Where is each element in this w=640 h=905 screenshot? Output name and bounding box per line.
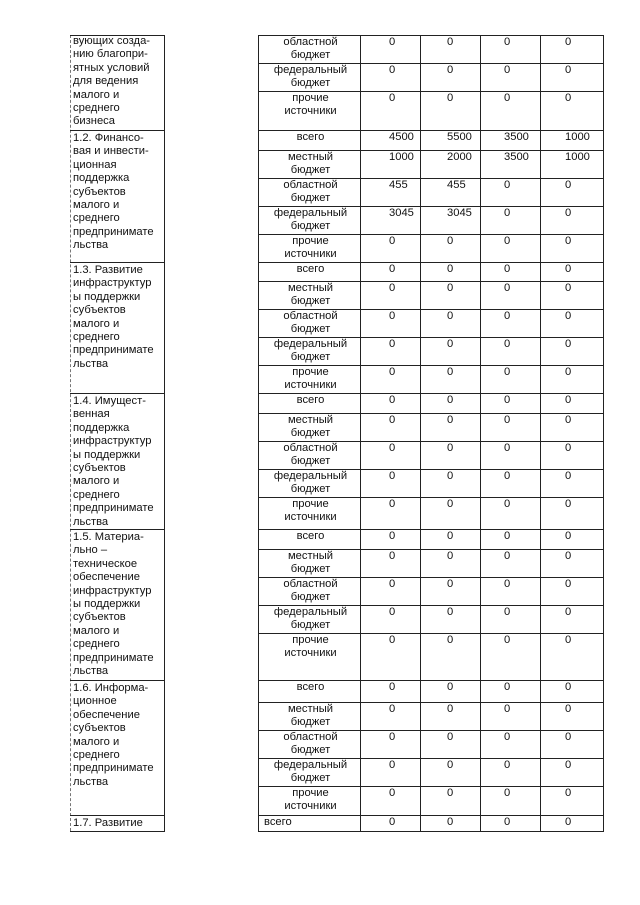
topic-top-border: [70, 815, 165, 816]
value-cell: 0: [447, 414, 454, 426]
value-cell: 0: [504, 787, 511, 799]
source-label: источники: [284, 800, 337, 813]
topic-text-line: ы поддержки: [73, 598, 141, 610]
source-label: бюджет: [290, 591, 331, 604]
topic-text-line: малого и: [73, 735, 120, 748]
value-cell: 0: [447, 310, 454, 322]
topic-text-line: льства: [73, 665, 109, 677]
value-cell: 0: [565, 414, 572, 426]
value-cell: 0: [504, 179, 511, 191]
value-cell: 0: [447, 394, 454, 406]
topic-text-line: предпринимате: [73, 344, 154, 357]
topic-top-border: [70, 680, 165, 681]
topic-text-line: предпринимате: [73, 502, 154, 515]
topic-text-line: льства: [73, 357, 109, 370]
source-label: бюджет: [290, 323, 331, 336]
value-cell: 0: [447, 816, 454, 828]
value-cell: 0: [447, 787, 454, 799]
topic-text-line: 1.2. Финансо-: [73, 132, 144, 144]
topic-text-line: вая и инвести-: [73, 145, 149, 158]
source-label: источники: [284, 647, 337, 660]
topic-text-line: 1.4. Имущест-: [73, 395, 146, 407]
value-cell: 0: [389, 787, 396, 799]
topic-text-line: среднего: [73, 331, 120, 343]
value-cell: 0: [565, 64, 572, 76]
value-cell: 0: [565, 681, 572, 693]
value-cell: 3500: [504, 131, 529, 143]
source-label: всего: [264, 816, 292, 828]
source-label: источники: [284, 105, 337, 118]
value-cell: 0: [565, 498, 572, 510]
topic-text-line: ы поддержки: [73, 448, 141, 461]
value-cell: 0: [565, 338, 572, 350]
value-cell: 0: [565, 235, 572, 247]
source-label: федеральный: [273, 606, 348, 618]
value-cell: 0: [504, 92, 511, 104]
topic-text-line: среднего: [73, 102, 120, 114]
value-cell: 0: [447, 92, 454, 104]
column-border: [603, 35, 604, 831]
topic-text-line: среднего: [73, 638, 120, 651]
value-cell: 0: [447, 731, 454, 743]
value-cell: 0: [504, 681, 511, 693]
source-label: бюджет: [290, 483, 331, 496]
value-cell: 0: [389, 310, 396, 322]
source-label: бюджет: [290, 427, 331, 440]
value-cell: 0: [504, 394, 511, 406]
source-label: прочие: [292, 92, 329, 104]
value-cell: 0: [447, 634, 454, 646]
value-cell: 0: [565, 731, 572, 743]
topic-text-line: субъектов: [73, 185, 126, 198]
value-cell: 0: [565, 530, 572, 542]
value-cell: 0: [447, 366, 454, 378]
value-cell: 0: [447, 530, 454, 542]
topic-text-line: субъектов: [73, 304, 126, 317]
topic-text-line: ционная: [73, 158, 117, 171]
source-label: бюджет: [290, 716, 331, 729]
value-cell: 0: [447, 442, 454, 454]
topic-text-line: малого и: [73, 199, 120, 211]
topic-text-line: субъектов: [73, 462, 126, 474]
value-cell: 0: [447, 703, 454, 715]
value-cell: 0: [389, 530, 396, 542]
source-label: прочие: [292, 235, 329, 247]
source-label: бюджет: [290, 744, 331, 757]
topic-text-line: малого и: [73, 475, 120, 488]
topic-text-line: 1.5. Материа-: [73, 531, 144, 543]
value-cell: 455: [447, 179, 466, 191]
source-label: прочие: [292, 634, 329, 646]
value-cell: 0: [447, 235, 454, 247]
topic-top-border: [70, 130, 165, 131]
column-border: [420, 35, 421, 831]
value-cell: 0: [504, 703, 511, 715]
source-label: бюджет: [290, 351, 331, 364]
source-label: бюджет: [290, 563, 331, 576]
value-cell: 0: [565, 816, 572, 828]
value-cell: 0: [389, 36, 396, 48]
source-label: источники: [284, 511, 337, 524]
value-cell: 0: [389, 338, 396, 350]
source-label: прочие: [292, 498, 329, 510]
topic-text-line: среднего: [73, 488, 120, 501]
value-cell: 0: [389, 578, 396, 590]
value-cell: 3045: [447, 207, 472, 219]
source-label: федеральный: [273, 338, 348, 350]
value-cell: 0: [504, 470, 511, 482]
table-left-border: [70, 35, 71, 831]
value-cell: 455: [389, 179, 408, 191]
topic-text-line: льства: [73, 775, 109, 788]
topic-text-line: малого и: [73, 317, 120, 330]
topic-text-line: венная: [73, 408, 110, 421]
value-cell: 0: [504, 731, 511, 743]
value-cell: 0: [504, 235, 511, 247]
topic-text-line: поддержка: [73, 172, 130, 185]
source-label: бюджет: [290, 192, 331, 205]
value-cell: 0: [447, 64, 454, 76]
source-label: прочие: [292, 787, 329, 799]
value-cell: 0: [389, 470, 396, 482]
value-cell: 1000: [389, 151, 414, 163]
topic-top-border: [70, 393, 165, 394]
value-cell: 0: [565, 634, 572, 646]
value-cell: 0: [565, 470, 572, 482]
topic-text-line: среднего: [73, 212, 120, 225]
topic-text-line: бизнеса: [73, 115, 116, 128]
value-cell: 0: [565, 703, 572, 715]
source-label: федеральный: [273, 64, 348, 76]
value-cell: 0: [447, 681, 454, 693]
column-border: [360, 35, 361, 831]
topic-text-line: малого и: [73, 88, 120, 101]
value-cell: 0: [504, 414, 511, 426]
value-cell: 0: [389, 414, 396, 426]
row-border: [258, 831, 604, 832]
value-cell: 0: [389, 816, 396, 828]
value-cell: 0: [389, 235, 396, 247]
topic-text-line: 1.6. Информа-: [73, 682, 149, 694]
value-cell: 0: [447, 498, 454, 510]
value-cell: 0: [447, 550, 454, 562]
source-label: прочие: [292, 366, 329, 378]
topic-text-line: техническое: [73, 557, 138, 570]
value-cell: 0: [504, 606, 511, 618]
value-cell: 0: [447, 36, 454, 48]
topic-text-line: вующих созда-: [73, 35, 151, 47]
source-label: федеральный: [273, 207, 348, 219]
value-cell: 0: [389, 394, 396, 406]
source-label: областной: [283, 310, 338, 322]
value-cell: 0: [504, 634, 511, 646]
column-border: [480, 35, 481, 831]
value-cell: 0: [565, 263, 572, 275]
value-cell: 3045: [389, 207, 414, 219]
value-cell: 0: [504, 207, 511, 219]
column-border: [258, 35, 259, 831]
source-label: всего: [296, 530, 325, 542]
source-label: местный: [287, 151, 334, 163]
topic-text-line: для ведения: [73, 75, 139, 88]
value-cell: 0: [389, 731, 396, 743]
value-cell: 2000: [447, 151, 472, 163]
value-cell: 0: [565, 282, 572, 294]
value-cell: 0: [389, 703, 396, 715]
value-cell: 0: [504, 442, 511, 454]
topic-text-line: нию благопри-: [73, 48, 148, 61]
topic-text-line: малого и: [73, 624, 120, 637]
topic-text-line: инфраструктур: [73, 584, 152, 597]
value-cell: 0: [447, 338, 454, 350]
value-cell: 0: [504, 550, 511, 562]
source-label: областной: [283, 36, 338, 48]
source-label: федеральный: [273, 759, 348, 771]
source-label: областной: [283, 442, 338, 454]
source-label: федеральный: [273, 470, 348, 482]
value-cell: 0: [389, 498, 396, 510]
value-cell: 0: [565, 578, 572, 590]
value-cell: 0: [504, 498, 511, 510]
value-cell: 0: [565, 787, 572, 799]
topic-text-line: субъектов: [73, 611, 126, 624]
topic-text-line: льно –: [73, 544, 108, 557]
topic-text-line: инфраструктур: [73, 435, 152, 448]
source-label: бюджет: [290, 455, 331, 468]
source-label: источники: [284, 248, 337, 261]
value-cell: 0: [389, 550, 396, 562]
value-cell: 1000: [565, 131, 590, 143]
value-cell: 0: [504, 310, 511, 322]
source-label: всего: [296, 131, 325, 143]
source-label: источники: [284, 379, 337, 392]
value-cell: 0: [389, 263, 396, 275]
source-label: бюджет: [290, 77, 331, 90]
value-cell: 0: [565, 759, 572, 771]
source-label: местный: [287, 282, 334, 294]
value-cell: 0: [504, 530, 511, 542]
value-cell: 0: [389, 442, 396, 454]
topic-text-line: 1.7. Развитие: [73, 817, 143, 829]
column-border: [540, 35, 541, 831]
topic-text-line: обеспечение: [73, 708, 140, 721]
value-cell: 0: [389, 634, 396, 646]
value-cell: 1000: [565, 151, 590, 163]
value-cell: 0: [504, 816, 511, 828]
source-label: бюджет: [290, 49, 331, 62]
value-cell: 0: [504, 282, 511, 294]
source-label: местный: [287, 550, 334, 562]
value-cell: 0: [565, 207, 572, 219]
value-cell: 0: [447, 282, 454, 294]
source-label: всего: [296, 394, 325, 406]
value-cell: 0: [565, 366, 572, 378]
topic-bottom-border: [70, 831, 165, 832]
value-cell: 0: [565, 394, 572, 406]
value-cell: 0: [389, 759, 396, 771]
source-label: бюджет: [290, 164, 331, 177]
value-cell: 0: [565, 550, 572, 562]
value-cell: 0: [447, 578, 454, 590]
source-label: бюджет: [290, 772, 331, 785]
topic-text-line: льства: [73, 515, 109, 528]
value-cell: 0: [389, 681, 396, 693]
value-cell: 5500: [447, 131, 472, 143]
value-cell: 0: [504, 578, 511, 590]
value-cell: 0: [389, 64, 396, 76]
value-cell: 0: [565, 36, 572, 48]
topic-text-line: ятных условий: [73, 61, 150, 74]
topic-text-line: субъектов: [73, 722, 126, 735]
value-cell: 3500: [504, 151, 529, 163]
value-cell: 0: [447, 606, 454, 618]
topic-top-border: [70, 262, 165, 263]
topic-text-line: предпринимате: [73, 225, 154, 238]
source-label: бюджет: [290, 295, 331, 308]
value-cell: 0: [389, 282, 396, 294]
source-label: бюджет: [290, 619, 331, 632]
source-label: всего: [296, 681, 325, 693]
value-cell: 0: [565, 92, 572, 104]
topic-text-line: 1.3. Развитие: [73, 264, 143, 276]
value-cell: 0: [447, 263, 454, 275]
source-label: местный: [287, 414, 334, 426]
value-cell: 0: [504, 366, 511, 378]
source-label: областной: [283, 179, 338, 191]
value-cell: 0: [504, 338, 511, 350]
value-cell: 4500: [389, 131, 414, 143]
value-cell: 0: [565, 442, 572, 454]
topic-text-line: инфраструктур: [73, 277, 152, 290]
topic-text-line: обеспечение: [73, 571, 140, 584]
topic-text-line: предпринимате: [73, 762, 154, 775]
source-label: местный: [287, 703, 334, 715]
value-cell: 0: [447, 759, 454, 771]
source-label: областной: [283, 578, 338, 590]
topic-text-line: льства: [73, 239, 109, 252]
value-cell: 0: [565, 310, 572, 322]
topic-text-line: ционное: [73, 695, 117, 708]
value-cell: 0: [389, 366, 396, 378]
topic-text-line: ы поддержки: [73, 290, 141, 303]
topic-text-line: поддержка: [73, 421, 130, 434]
value-cell: 0: [447, 470, 454, 482]
source-label: всего: [296, 263, 325, 275]
value-cell: 0: [389, 92, 396, 104]
value-cell: 0: [565, 606, 572, 618]
value-cell: 0: [504, 759, 511, 771]
topic-text-line: среднего: [73, 749, 120, 761]
topic-text-line: предпринимате: [73, 651, 154, 664]
value-cell: 0: [504, 64, 511, 76]
value-cell: 0: [504, 263, 511, 275]
value-cell: 0: [504, 36, 511, 48]
source-label: областной: [283, 731, 338, 743]
value-cell: 0: [389, 606, 396, 618]
source-label: бюджет: [290, 220, 331, 233]
value-cell: 0: [565, 179, 572, 191]
